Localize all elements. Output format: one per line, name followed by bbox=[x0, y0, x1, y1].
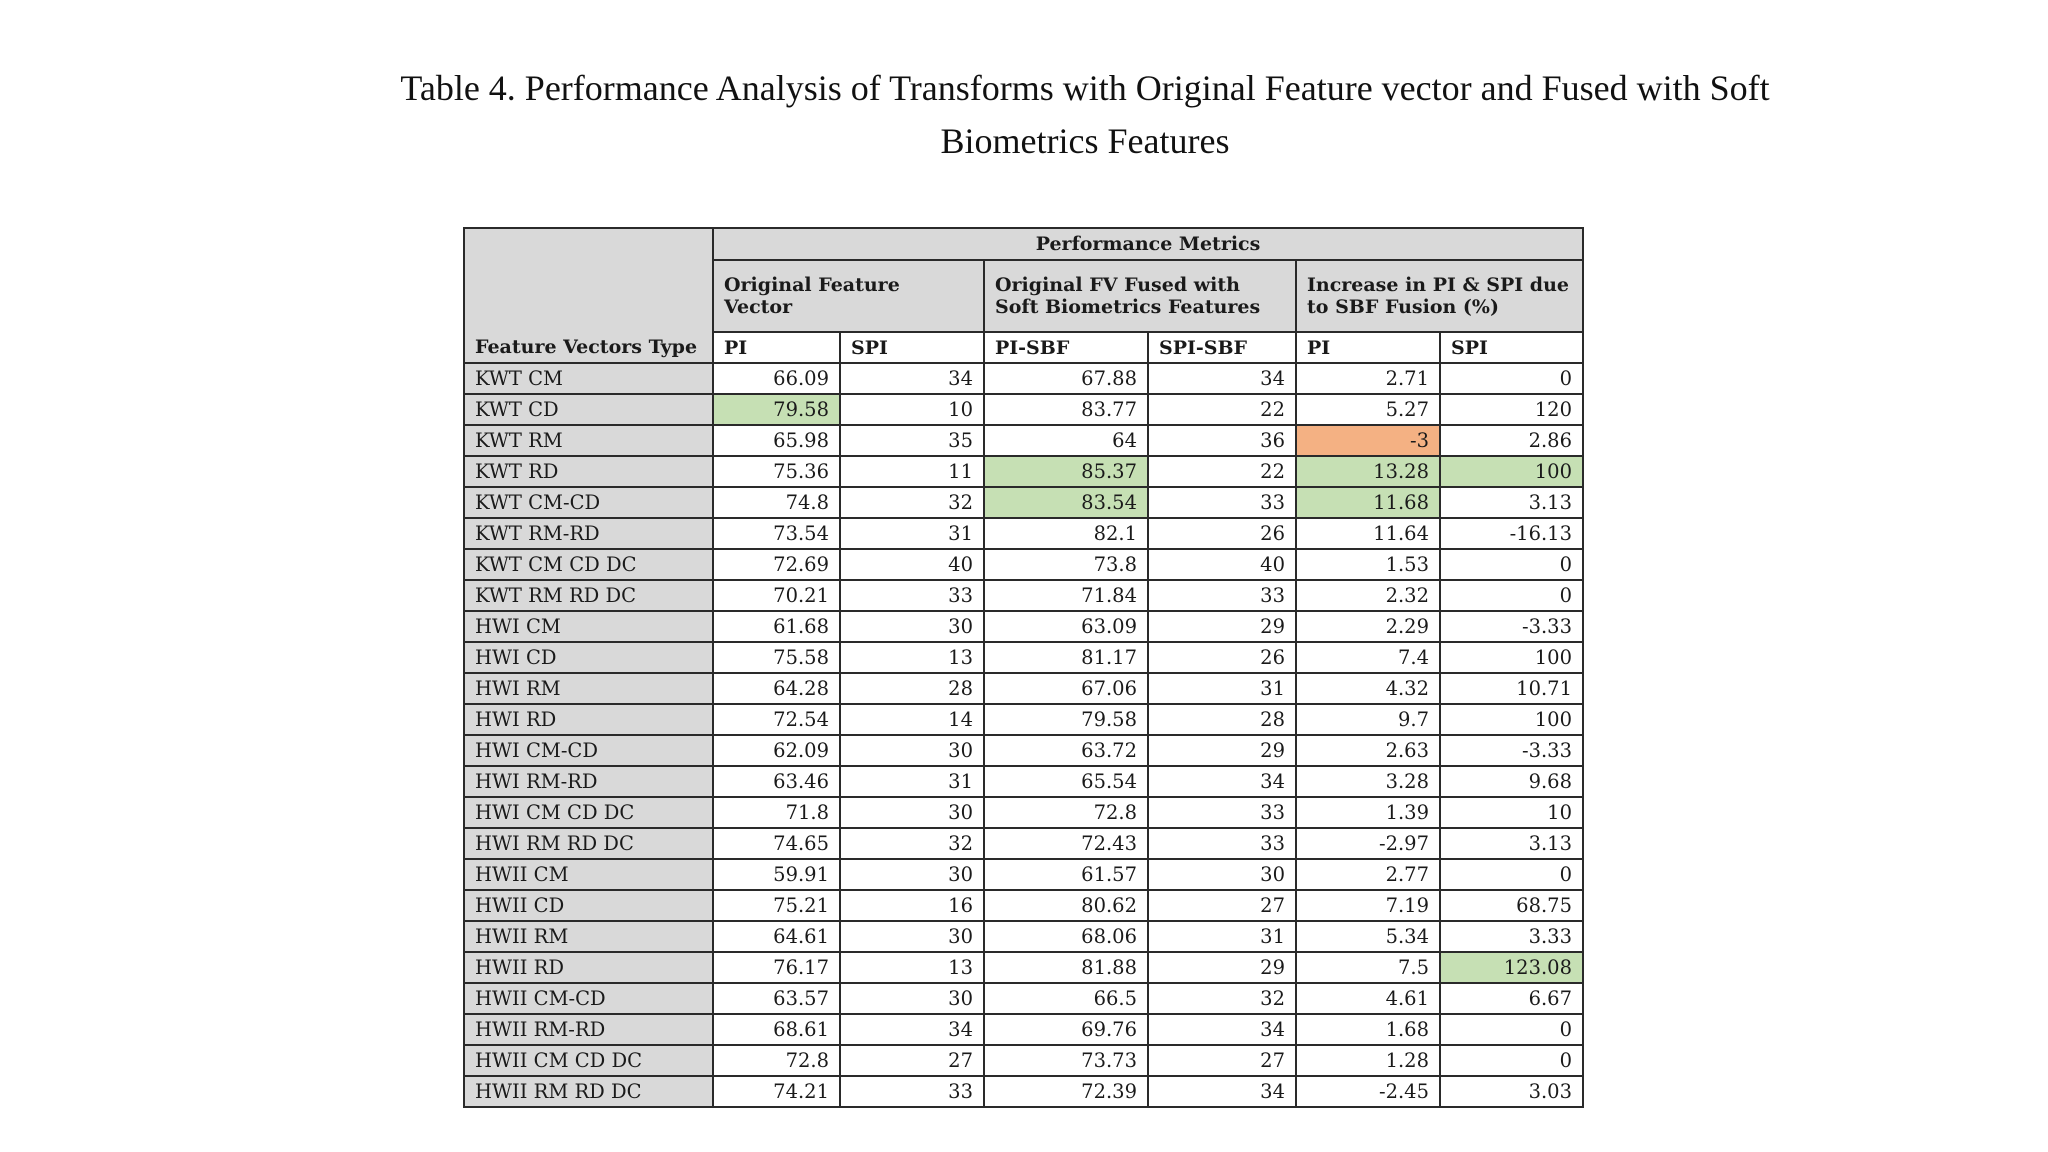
increase-spi-cell: 10.71 bbox=[1440, 673, 1583, 704]
spi-sbf-cell: 29 bbox=[1148, 735, 1296, 766]
increase-pi-cell: 2.63 bbox=[1296, 735, 1440, 766]
increase-spi-cell: -16.13 bbox=[1440, 518, 1583, 549]
table-row bbox=[464, 425, 1583, 456]
increase-spi-cell: 0 bbox=[1440, 580, 1583, 611]
spi-sbf-cell: 40 bbox=[1148, 549, 1296, 580]
table-row bbox=[464, 797, 1583, 828]
pi-sbf-cell: 68.06 bbox=[984, 921, 1148, 952]
increase-spi-cell: 0 bbox=[1440, 363, 1583, 394]
increase-spi-cell: 9.68 bbox=[1440, 766, 1583, 797]
pi-cell: 66.09 bbox=[713, 363, 840, 394]
increase-pi-cell: 1.28 bbox=[1296, 1045, 1440, 1076]
pi-cell: 61.68 bbox=[713, 611, 840, 642]
increase-spi-cell: -3.33 bbox=[1440, 611, 1583, 642]
increase-pi-cell: 2.29 bbox=[1296, 611, 1440, 642]
pi-cell: 74.65 bbox=[713, 828, 840, 859]
spi-sbf-cell: 34 bbox=[1148, 1076, 1296, 1107]
row-label: HWII CM bbox=[464, 859, 713, 890]
table-row bbox=[464, 921, 1583, 952]
spi-sbf-cell: 27 bbox=[1148, 890, 1296, 921]
table-row bbox=[464, 487, 1583, 518]
pi-cell: 64.28 bbox=[713, 673, 840, 704]
increase-spi-cell: 68.75 bbox=[1440, 890, 1583, 921]
pi-sbf-cell: 72.43 bbox=[984, 828, 1148, 859]
col-header-spi-sbf: SPI-SBF bbox=[1148, 332, 1296, 363]
pi-sbf-cell: 67.06 bbox=[984, 673, 1148, 704]
spi-cell: 16 bbox=[840, 890, 984, 921]
increase-spi-cell: 2.86 bbox=[1440, 425, 1583, 456]
increase-spi-cell: 6.67 bbox=[1440, 983, 1583, 1014]
pi-cell: 74.8 bbox=[713, 487, 840, 518]
spi-sbf-cell: 33 bbox=[1148, 828, 1296, 859]
row-label: HWI CD bbox=[464, 642, 713, 673]
pi-cell: 75.21 bbox=[713, 890, 840, 921]
table-row bbox=[464, 1076, 1583, 1107]
pi-cell: 65.98 bbox=[713, 425, 840, 456]
row-label: HWII RM-RD bbox=[464, 1014, 713, 1045]
increase-spi-cell: 3.03 bbox=[1440, 1076, 1583, 1107]
pi-sbf-cell: 82.1 bbox=[984, 518, 1148, 549]
pi-sbf-cell: 83.54 bbox=[984, 487, 1148, 518]
performance-table bbox=[463, 227, 1584, 1108]
performance-metrics-header: Performance Metrics bbox=[713, 228, 1583, 260]
spi-sbf-cell: 30 bbox=[1148, 859, 1296, 890]
row-label: KWT CD bbox=[464, 394, 713, 425]
col-header-increase-pi: PI bbox=[1296, 332, 1440, 363]
spi-sbf-cell: 29 bbox=[1148, 952, 1296, 983]
table-body bbox=[464, 363, 1583, 1107]
pi-cell: 79.58 bbox=[713, 394, 840, 425]
increase-spi-cell: 0 bbox=[1440, 859, 1583, 890]
pi-sbf-cell: 73.73 bbox=[984, 1045, 1148, 1076]
row-label: KWT RM-RD bbox=[464, 518, 713, 549]
table-row bbox=[464, 673, 1583, 704]
increase-pi-cell: 2.32 bbox=[1296, 580, 1440, 611]
increase-pi-cell: 3.28 bbox=[1296, 766, 1440, 797]
pi-cell: 72.69 bbox=[713, 549, 840, 580]
pi-cell: 71.8 bbox=[713, 797, 840, 828]
pi-cell: 64.61 bbox=[713, 921, 840, 952]
spi-sbf-cell: 33 bbox=[1148, 797, 1296, 828]
increase-pi-cell: 11.64 bbox=[1296, 518, 1440, 549]
row-label: HWI CM CD DC bbox=[464, 797, 713, 828]
increase-pi-cell: 9.7 bbox=[1296, 704, 1440, 735]
pi-sbf-cell: 71.84 bbox=[984, 580, 1148, 611]
pi-cell: 59.91 bbox=[713, 859, 840, 890]
row-label: HWII CD bbox=[464, 890, 713, 921]
pi-cell: 74.21 bbox=[713, 1076, 840, 1107]
original-feature-vector-header: Original Feature Vector bbox=[713, 260, 984, 332]
increase-pi-cell: 2.71 bbox=[1296, 363, 1440, 394]
feature-vectors-type-header: Feature Vectors Type bbox=[464, 228, 713, 363]
caption-line-2: Biometrics Features bbox=[940, 121, 1230, 161]
pi-sbf-cell: 80.62 bbox=[984, 890, 1148, 921]
spi-sbf-cell: 32 bbox=[1148, 983, 1296, 1014]
spi-sbf-cell: 31 bbox=[1148, 921, 1296, 952]
increase-pi-cell: 1.68 bbox=[1296, 1014, 1440, 1045]
spi-cell: 13 bbox=[840, 642, 984, 673]
increase-spi-cell: 3.13 bbox=[1440, 487, 1583, 518]
increase-spi-cell: 0 bbox=[1440, 1045, 1583, 1076]
increase-pi-cell: 2.77 bbox=[1296, 859, 1440, 890]
pi-sbf-cell: 64 bbox=[984, 425, 1148, 456]
increase-pi-cell: 11.68 bbox=[1296, 487, 1440, 518]
spi-cell: 34 bbox=[840, 1014, 984, 1045]
row-label: HWII RM bbox=[464, 921, 713, 952]
table-row bbox=[464, 394, 1583, 425]
spi-cell: 13 bbox=[840, 952, 984, 983]
spi-cell: 30 bbox=[840, 983, 984, 1014]
increase-spi-cell: 120 bbox=[1440, 394, 1583, 425]
pi-sbf-cell: 72.8 bbox=[984, 797, 1148, 828]
spi-sbf-cell: 34 bbox=[1148, 1014, 1296, 1045]
row-label: KWT RM RD DC bbox=[464, 580, 713, 611]
increase-due-to-sbf-header: Increase in PI & SPI due to SBF Fusion (%) bbox=[1296, 260, 1583, 332]
pi-cell: 70.21 bbox=[713, 580, 840, 611]
spi-sbf-cell: 31 bbox=[1148, 673, 1296, 704]
increase-pi-cell: 7.4 bbox=[1296, 642, 1440, 673]
spi-cell: 28 bbox=[840, 673, 984, 704]
spi-sbf-cell: 27 bbox=[1148, 1045, 1296, 1076]
row-label: HWII CM-CD bbox=[464, 983, 713, 1014]
spi-cell: 35 bbox=[840, 425, 984, 456]
spi-sbf-cell: 36 bbox=[1148, 425, 1296, 456]
increase-spi-cell: 100 bbox=[1440, 704, 1583, 735]
spi-cell: 14 bbox=[840, 704, 984, 735]
table-row bbox=[464, 735, 1583, 766]
increase-pi-cell: 13.28 bbox=[1296, 456, 1440, 487]
pi-cell: 76.17 bbox=[713, 952, 840, 983]
spi-cell: 34 bbox=[840, 363, 984, 394]
pi-sbf-cell: 69.76 bbox=[984, 1014, 1148, 1045]
table-row bbox=[464, 518, 1583, 549]
spi-sbf-cell: 26 bbox=[1148, 642, 1296, 673]
table-row bbox=[464, 704, 1583, 735]
spi-sbf-cell: 22 bbox=[1148, 394, 1296, 425]
increase-pi-cell: 5.34 bbox=[1296, 921, 1440, 952]
spi-sbf-cell: 33 bbox=[1148, 487, 1296, 518]
caption-line-1: Table 4. Performance Analysis of Transforms with Original Feature vector and Fused with Soft bbox=[400, 68, 1770, 108]
row-label: HWI RM RD DC bbox=[464, 828, 713, 859]
table-row bbox=[464, 363, 1583, 394]
increase-spi-cell: 3.33 bbox=[1440, 921, 1583, 952]
row-label: HWI RM-RD bbox=[464, 766, 713, 797]
spi-cell: 30 bbox=[840, 797, 984, 828]
row-label: KWT CM CD DC bbox=[464, 549, 713, 580]
row-label: HWI RD bbox=[464, 704, 713, 735]
pi-cell: 72.8 bbox=[713, 1045, 840, 1076]
spi-cell: 30 bbox=[840, 859, 984, 890]
pi-sbf-cell: 63.72 bbox=[984, 735, 1148, 766]
spi-sbf-cell: 34 bbox=[1148, 766, 1296, 797]
spi-sbf-cell: 22 bbox=[1148, 456, 1296, 487]
pi-sbf-cell: 65.54 bbox=[984, 766, 1148, 797]
table-row bbox=[464, 580, 1583, 611]
increase-spi-cell: -3.33 bbox=[1440, 735, 1583, 766]
increase-pi-cell: 1.39 bbox=[1296, 797, 1440, 828]
increase-pi-cell: 4.61 bbox=[1296, 983, 1440, 1014]
col-header-pi: PI bbox=[713, 332, 840, 363]
increase-spi-cell: 123.08 bbox=[1440, 952, 1583, 983]
spi-cell: 31 bbox=[840, 518, 984, 549]
increase-spi-cell: 100 bbox=[1440, 456, 1583, 487]
increase-pi-cell: 4.32 bbox=[1296, 673, 1440, 704]
spi-cell: 30 bbox=[840, 921, 984, 952]
row-label: HWII RD bbox=[464, 952, 713, 983]
spi-cell: 31 bbox=[840, 766, 984, 797]
spi-cell: 32 bbox=[840, 828, 984, 859]
row-label: KWT RM bbox=[464, 425, 713, 456]
pi-sbf-cell: 66.5 bbox=[984, 983, 1148, 1014]
row-label: HWII RM RD DC bbox=[464, 1076, 713, 1107]
table-row bbox=[464, 952, 1583, 983]
increase-spi-cell: 0 bbox=[1440, 1014, 1583, 1045]
pi-cell: 72.54 bbox=[713, 704, 840, 735]
fused-soft-biometrics-header: Original FV Fused with Soft Biometrics Features bbox=[984, 260, 1296, 332]
table-row bbox=[464, 859, 1583, 890]
increase-spi-cell: 3.13 bbox=[1440, 828, 1583, 859]
col-header-pi-sbf: PI-SBF bbox=[984, 332, 1148, 363]
pi-cell: 63.46 bbox=[713, 766, 840, 797]
spi-sbf-cell: 33 bbox=[1148, 580, 1296, 611]
table-row bbox=[464, 1045, 1583, 1076]
table-row bbox=[464, 983, 1583, 1014]
spi-sbf-cell: 28 bbox=[1148, 704, 1296, 735]
pi-sbf-cell: 63.09 bbox=[984, 611, 1148, 642]
table-row bbox=[464, 766, 1583, 797]
increase-pi-cell: -2.97 bbox=[1296, 828, 1440, 859]
spi-cell: 33 bbox=[840, 580, 984, 611]
increase-pi-cell: 7.5 bbox=[1296, 952, 1440, 983]
increase-spi-cell: 0 bbox=[1440, 549, 1583, 580]
row-label: HWII CM CD DC bbox=[464, 1045, 713, 1076]
row-label: HWI RM bbox=[464, 673, 713, 704]
increase-pi-cell: -2.45 bbox=[1296, 1076, 1440, 1107]
pi-sbf-cell: 67.88 bbox=[984, 363, 1148, 394]
row-label: HWI CM bbox=[464, 611, 713, 642]
row-label: KWT RD bbox=[464, 456, 713, 487]
spi-sbf-cell: 26 bbox=[1148, 518, 1296, 549]
pi-sbf-cell: 85.37 bbox=[984, 456, 1148, 487]
row-label: KWT CM bbox=[464, 363, 713, 394]
spi-cell: 10 bbox=[840, 394, 984, 425]
spi-cell: 27 bbox=[840, 1045, 984, 1076]
spi-cell: 33 bbox=[840, 1076, 984, 1107]
pi-sbf-cell: 61.57 bbox=[984, 859, 1148, 890]
table-row bbox=[464, 828, 1583, 859]
pi-cell: 75.58 bbox=[713, 642, 840, 673]
pi-cell: 73.54 bbox=[713, 518, 840, 549]
table-row bbox=[464, 549, 1583, 580]
spi-sbf-cell: 34 bbox=[1148, 363, 1296, 394]
table-row bbox=[464, 456, 1583, 487]
table-row bbox=[464, 611, 1583, 642]
pi-sbf-cell: 83.77 bbox=[984, 394, 1148, 425]
pi-cell: 62.09 bbox=[713, 735, 840, 766]
col-header-increase-spi: SPI bbox=[1440, 332, 1583, 363]
increase-spi-cell: 10 bbox=[1440, 797, 1583, 828]
pi-sbf-cell: 81.17 bbox=[984, 642, 1148, 673]
spi-cell: 11 bbox=[840, 456, 984, 487]
increase-pi-cell: 5.27 bbox=[1296, 394, 1440, 425]
increase-pi-cell: -3 bbox=[1296, 425, 1440, 456]
table-row bbox=[464, 890, 1583, 921]
spi-cell: 32 bbox=[840, 487, 984, 518]
pi-sbf-cell: 72.39 bbox=[984, 1076, 1148, 1107]
col-header-spi: SPI bbox=[840, 332, 984, 363]
row-label: HWI CM-CD bbox=[464, 735, 713, 766]
pi-cell: 75.36 bbox=[713, 456, 840, 487]
table-row bbox=[464, 642, 1583, 673]
increase-spi-cell: 100 bbox=[1440, 642, 1583, 673]
pi-sbf-cell: 81.88 bbox=[984, 952, 1148, 983]
spi-cell: 30 bbox=[840, 735, 984, 766]
row-label: KWT CM-CD bbox=[464, 487, 713, 518]
pi-cell: 68.61 bbox=[713, 1014, 840, 1045]
pi-cell: 63.57 bbox=[713, 983, 840, 1014]
performance-table-container bbox=[463, 227, 1584, 1108]
spi-cell: 30 bbox=[840, 611, 984, 642]
table-row bbox=[464, 1014, 1583, 1045]
table-caption bbox=[330, 62, 1840, 168]
spi-sbf-cell: 29 bbox=[1148, 611, 1296, 642]
increase-pi-cell: 1.53 bbox=[1296, 549, 1440, 580]
pi-sbf-cell: 79.58 bbox=[984, 704, 1148, 735]
pi-sbf-cell: 73.8 bbox=[984, 549, 1148, 580]
increase-pi-cell: 7.19 bbox=[1296, 890, 1440, 921]
spi-cell: 40 bbox=[840, 549, 984, 580]
